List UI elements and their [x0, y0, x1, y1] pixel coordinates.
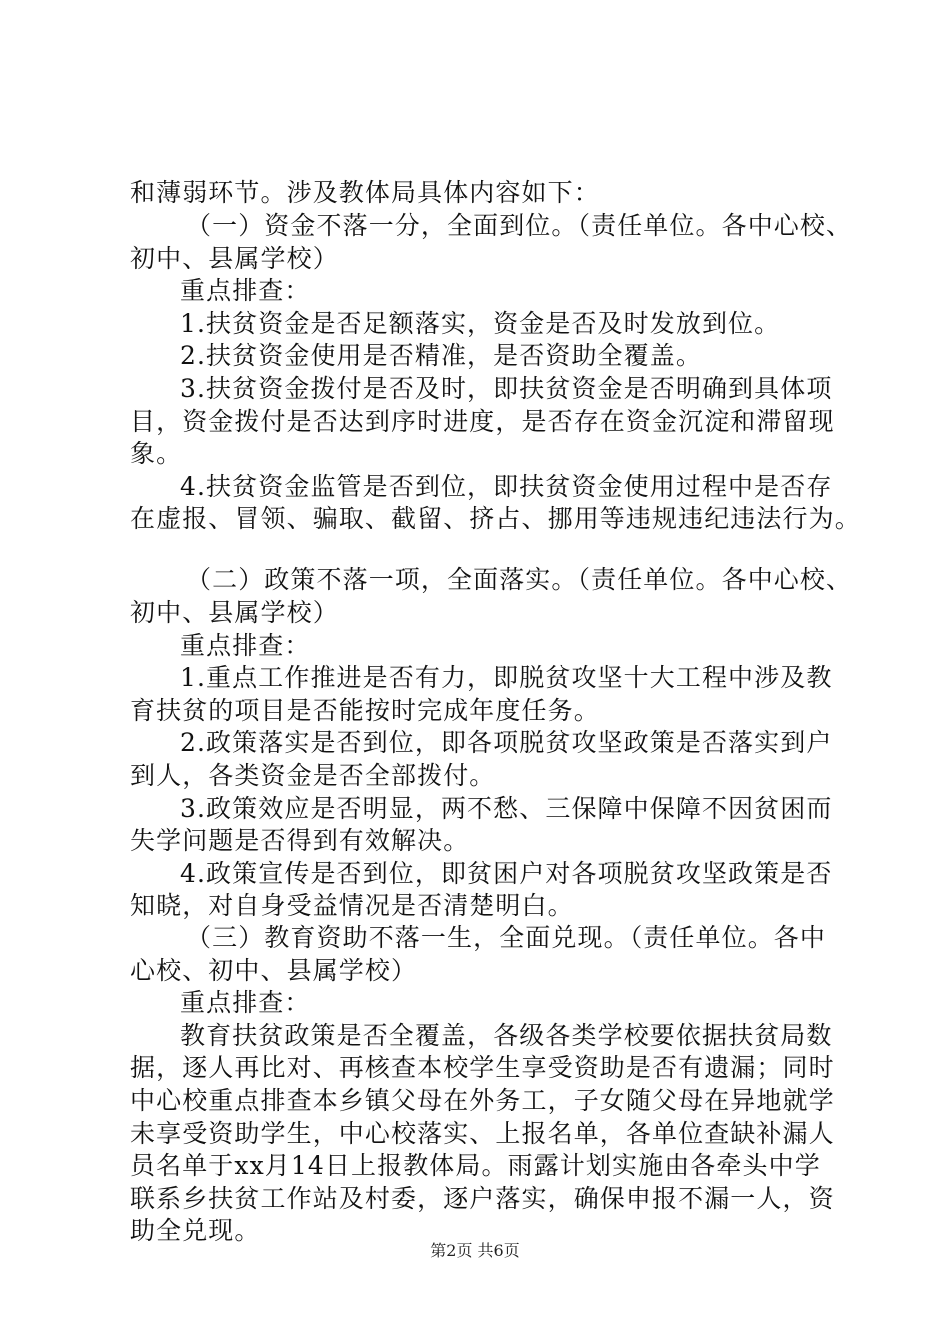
- list-item: 3.政策效应是否明显，两不愁、三保障中保障不因贫困而: [180, 794, 833, 823]
- list-item: 1.扶贫资金是否足额落实，资金是否及时发放到位。: [180, 309, 781, 338]
- list-item: 1.重点工作推进是否有力，即脱贫攻坚十大工程中涉及教: [180, 663, 833, 692]
- body-line: 和薄弱环节。涉及教体局具体内容如下：: [130, 178, 600, 207]
- list-item: 4.扶贫资金监管是否到位，即扶贫资金使用过程中是否存: [180, 472, 833, 501]
- body-line: 象。: [130, 439, 183, 468]
- list-item: 2.政策落实是否到位，即各项脱贫攻坚政策是否落实到户: [180, 728, 833, 757]
- list-item: 2.扶贫资金使用是否精准，是否资助全覆盖。: [180, 341, 702, 370]
- body-line: 联系乡扶贫工作站及村委，逐户落实，确保申报不漏一人，资: [130, 1184, 835, 1213]
- body-line: 教育扶贫政策是否全覆盖，各级各类学校要依据扶贫局数: [180, 1021, 833, 1050]
- body-line: 失学问题是否得到有效解决。: [130, 826, 470, 855]
- body-line: 员名单于xx月14日上报教体局。雨露计划实施由各牵头中学: [130, 1151, 821, 1180]
- body-line: 在虚报、冒领、骗取、截留、挤占、挪用等违规违纪违法行为。: [130, 504, 861, 533]
- body-line: 目，资金拨付是否达到序时进度，是否存在资金沉淀和滞留现: [130, 407, 835, 436]
- body-line: 心校、初中、县属学校）: [130, 956, 418, 985]
- body-line: 助全兑现。: [130, 1216, 261, 1245]
- subheading: 重点排查：: [180, 276, 311, 305]
- body-line: 中心校重点排查本乡镇父母在外务工，子女随父母在异地就学: [130, 1086, 835, 1115]
- subheading: 重点排查：: [180, 631, 311, 660]
- list-item: 3.扶贫资金拨付是否及时，即扶贫资金是否明确到具体项: [180, 374, 833, 403]
- body-line: 知晓，对自身受益情况是否清楚明白。: [130, 891, 574, 920]
- body-line: 初中、县属学校）: [130, 598, 339, 627]
- body-line: 据，逐人再比对、再核查本校学生享受资助是否有遗漏；同时: [130, 1053, 835, 1082]
- page-number-footer: 第2页 共6页: [430, 1241, 520, 1260]
- section-heading: （一）资金不落一分，全面到位。（责任单位。各中心校、: [186, 211, 853, 240]
- body-line: 未享受资助学生，中心校落实、上报名单，各单位查缺补漏人: [130, 1119, 835, 1148]
- section-heading: （二）政策不落一项，全面落实。（责任单位。各中心校、: [186, 565, 853, 594]
- body-line: 初中、县属学校）: [130, 244, 339, 273]
- body-line: 到人，各类资金是否全部拨付。: [130, 761, 496, 790]
- section-heading: （三）教育资助不落一生，全面兑现。（责任单位。各中: [186, 923, 827, 952]
- list-item: 4.政策宣传是否到位，即贫困户对各项脱贫攻坚政策是否: [180, 859, 833, 888]
- body-line: 育扶贫的项目是否能按时完成年度任务。: [130, 696, 600, 725]
- subheading: 重点排查：: [180, 988, 311, 1017]
